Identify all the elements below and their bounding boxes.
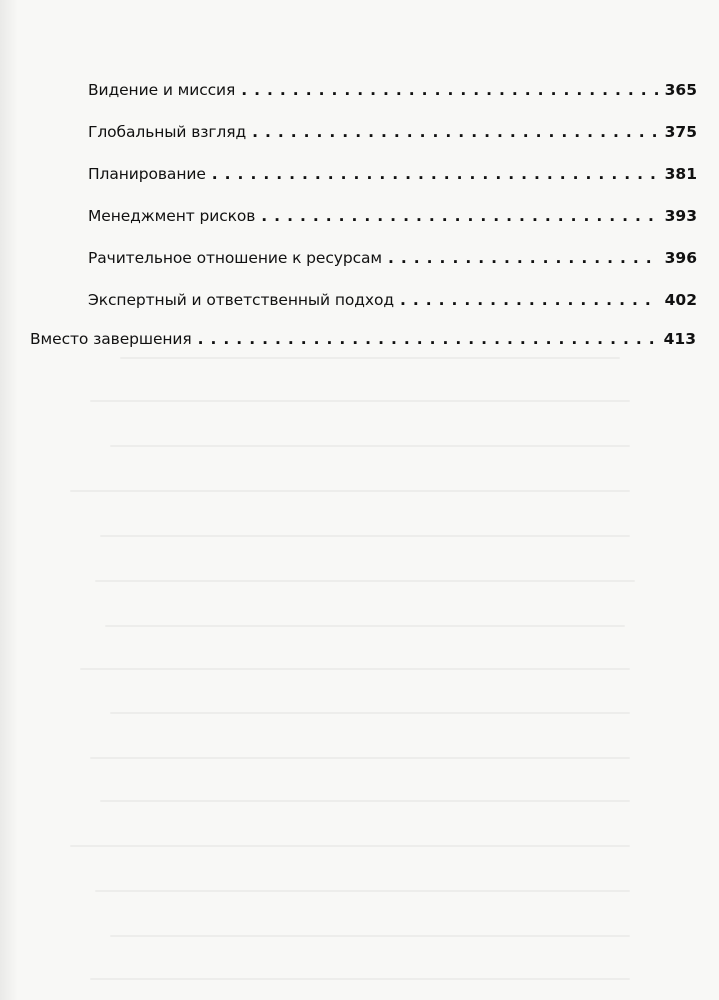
- toc-entry[interactable]: [88, 78, 697, 102]
- toc-entry-page: 402: [664, 291, 697, 309]
- toc-dot-leader: [400, 288, 659, 312]
- toc-entry-page: 396: [664, 249, 697, 267]
- toc-entry-title: Менеджмент рисков: [88, 207, 256, 225]
- toc-entry-title: Экспертный и ответственный подход: [88, 291, 394, 309]
- toc-dot-leader: [261, 204, 658, 228]
- toc-entry[interactable]: [88, 120, 697, 144]
- toc-entry-title: Рачительное отношение к ресурсам: [88, 249, 382, 267]
- toc-entry-page: 393: [664, 207, 697, 225]
- toc-entry[interactable]: [88, 162, 697, 186]
- toc-entry-page: 375: [664, 123, 697, 141]
- toc-entry[interactable]: [88, 246, 697, 270]
- toc-entry-title: Глобальный взгляд: [88, 123, 247, 141]
- toc-entry[interactable]: [88, 204, 697, 228]
- toc-entry-page: 381: [664, 165, 697, 183]
- toc-dot-leader: [252, 120, 659, 144]
- toc-dot-leader: [212, 162, 659, 186]
- toc-entry-title: Видение и миссия: [88, 81, 236, 99]
- toc-entry-title: Вместо завершения: [30, 330, 192, 348]
- toc-entry-page: 365: [664, 81, 697, 99]
- toc-dot-leader: [388, 246, 659, 270]
- toc-dot-leader: [241, 78, 658, 102]
- toc-dot-leader: [198, 327, 658, 351]
- toc-entry-chapter[interactable]: [30, 327, 696, 351]
- toc-entry-title: Планирование: [88, 165, 206, 183]
- toc-entry-page: 413: [663, 330, 696, 348]
- toc-entry[interactable]: [88, 288, 697, 312]
